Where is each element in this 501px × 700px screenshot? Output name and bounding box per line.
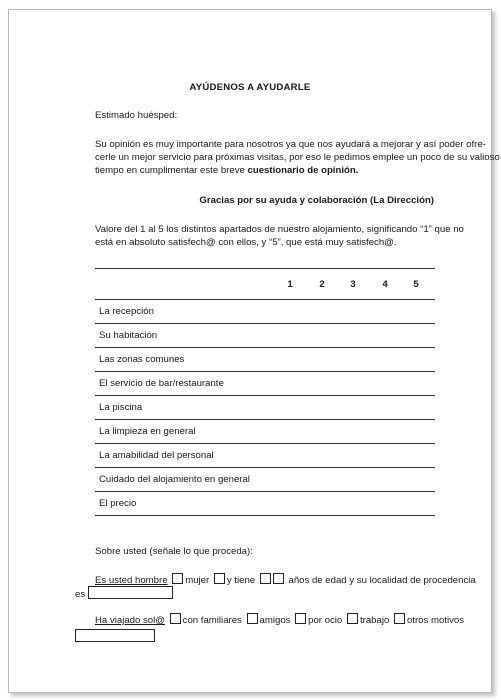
instruction-line: Valore del 1 al 5 los distintos apartados de nuestro alojamiento, significando “1” que no [95,224,464,235]
origin-input[interactable] [88,586,173,599]
about-heading: Sobre usted (señale lo que proceda): [95,546,253,557]
table-row: La piscina [99,402,143,413]
origin-label: años de edad y su localidad de procedencia [288,575,476,586]
scale-header-3: 3 [350,279,356,290]
paragraph-line [95,164,445,177]
table-divider [95,467,435,468]
table-row: El precio [99,498,137,509]
paragraph-line: Su opinión es muy importante para nosotros ya que nos ayudará a mejorar y así poder ofre- [95,139,486,150]
travel-question [95,613,464,644]
work-checkbox[interactable] [394,613,405,624]
travel-label: Ha viajado sol@ [95,615,165,626]
table-divider [95,491,435,492]
origin-es-label: es [75,589,86,600]
table-divider [95,419,435,420]
table-divider [95,443,435,444]
thanks-signature: Gracias por su ayuda y colaboración (La Dirección) [199,195,434,206]
table-row: La amabilidad del personal [99,450,214,461]
age-digit-1[interactable] [260,573,271,584]
table-divider [95,371,435,372]
leisure-label: por ocio [308,615,343,626]
age-digit-2[interactable] [273,573,284,584]
table-divider [95,395,435,396]
table-row: Su habitación [99,330,158,341]
family-checkbox[interactable] [247,613,258,624]
scale-header-4: 4 [382,279,388,290]
paragraph-line-text: tiempo en cumplimentar este breve [95,165,248,176]
friends-checkbox[interactable] [295,613,306,624]
other-reasons-input[interactable] [75,629,155,642]
table-row: La recepción [99,306,154,317]
table-divider [95,299,435,300]
scale-header-5: 5 [413,279,419,290]
instruction-line: está en absoluto satisfech@ con ellos, y “5”, que está muy satisfech@. [95,237,397,248]
rating-instructions [95,223,464,249]
intro-paragraph [95,138,500,177]
origin-line [75,586,173,601]
table-row: Las zonas comunes [99,354,185,365]
alone-checkbox[interactable] [170,613,181,624]
table-row: El servicio de bar/restaurante [99,378,224,389]
other-label: otros motivos [406,615,465,626]
table-row: La limpieza en general [99,426,196,437]
table-divider [95,515,435,516]
survey-sheet [8,9,500,693]
gender-label: Es usted hombre [95,575,168,586]
paragraph-bold-text: cuestionario de opinión. [247,165,359,176]
table-row: Cuidado del alojamiento en general [99,474,250,485]
greeting: Estimado huésped: [95,110,178,121]
table-divider [95,268,435,269]
friends-label: amigos [259,615,291,626]
table-divider [95,347,435,348]
scale-header-1: 1 [287,279,293,290]
female-label: mujer [185,575,210,586]
scale-header-2: 2 [319,279,325,290]
family-label: con familiares [182,615,242,626]
page-title: AYÚDENOS A AYUDARLE [189,82,311,93]
gender-age-question [95,573,476,587]
leisure-checkbox[interactable] [347,613,358,624]
age-label: y tiene [226,575,256,586]
male-checkbox[interactable] [172,573,183,584]
female-checkbox[interactable] [214,573,225,584]
work-label: trabajo [359,615,390,626]
paragraph-line: cerle un mejor servicio para próximas visitas, por eso le pedimos emplee un poco de su valioso [95,152,500,163]
table-divider [95,323,435,324]
